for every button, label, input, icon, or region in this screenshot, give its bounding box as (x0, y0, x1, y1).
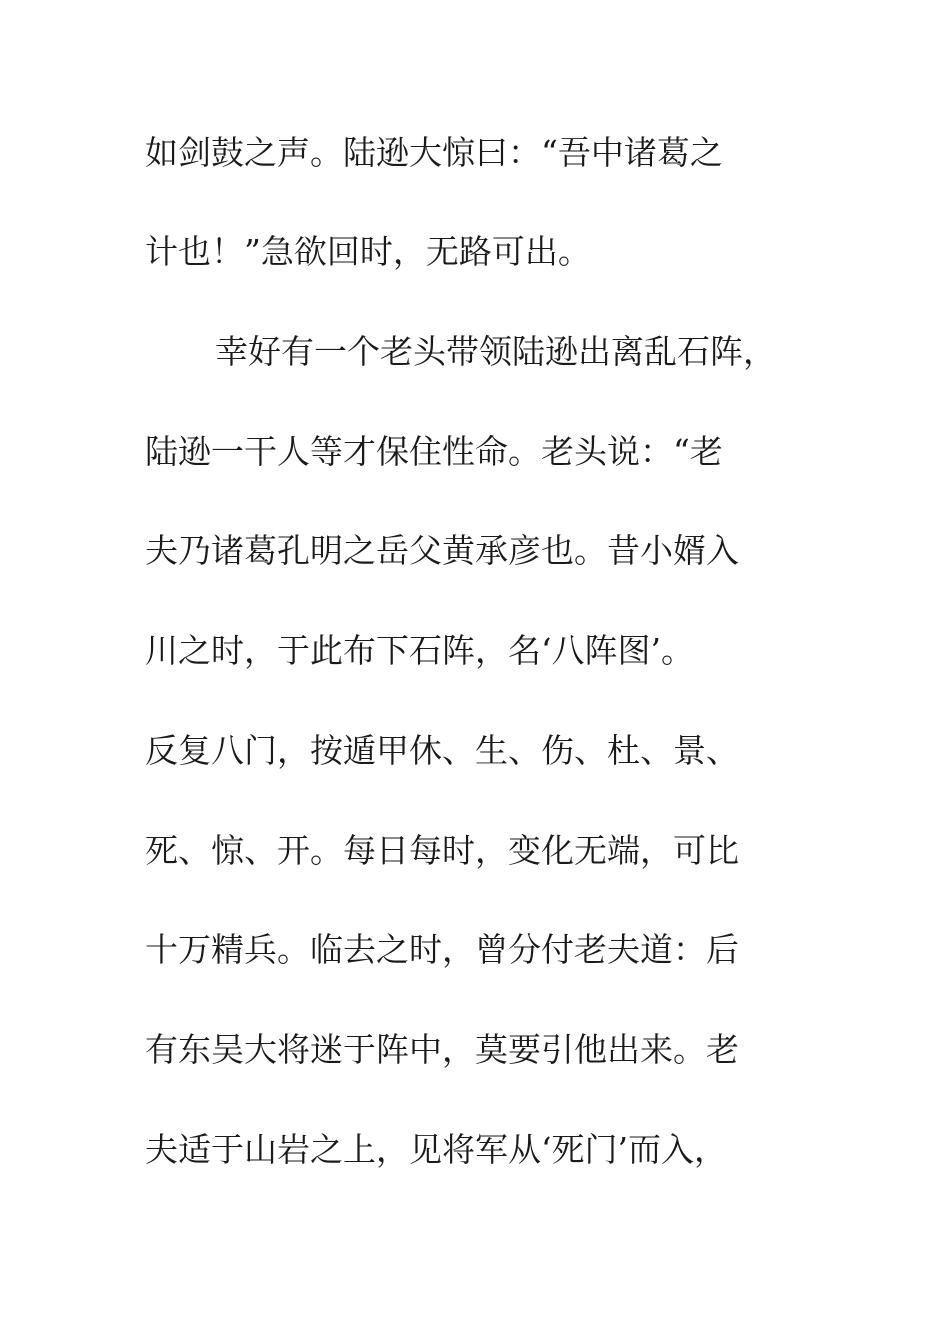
text-line: 如剑鼓之声。陆逊大惊曰：“吾中诸葛之 (145, 133, 723, 172)
text-line: 川之时，于此布下石阵，名‘八阵图’。 (145, 631, 694, 670)
text-line: 夫适于山岩之上，见将军从‘死门’而入， (145, 1130, 727, 1169)
paragraph-start-line: 幸好有一个老头带领陆逊出离乱石阵， (215, 332, 776, 371)
text-line: 陆逊一干人等才保住性命。老头说：“老 (145, 432, 723, 471)
text-line: 死、惊、开。每日每时，变化无端，可比 (145, 831, 739, 870)
text-line: 反复八门，按遁甲休、生、伤、杜、景、 (145, 731, 739, 770)
text-line: 计也！”急欲回时，无路可出。 (145, 232, 591, 271)
text-line: 十万精兵。临去之时，曾分付老夫道：后 (145, 930, 739, 969)
text-line: 有东吴大将迷于阵中，莫要引他出来。老 (145, 1030, 739, 1069)
text-line: 夫乃诸葛孔明之岳父黄承彦也。昔小婿入 (145, 531, 739, 570)
